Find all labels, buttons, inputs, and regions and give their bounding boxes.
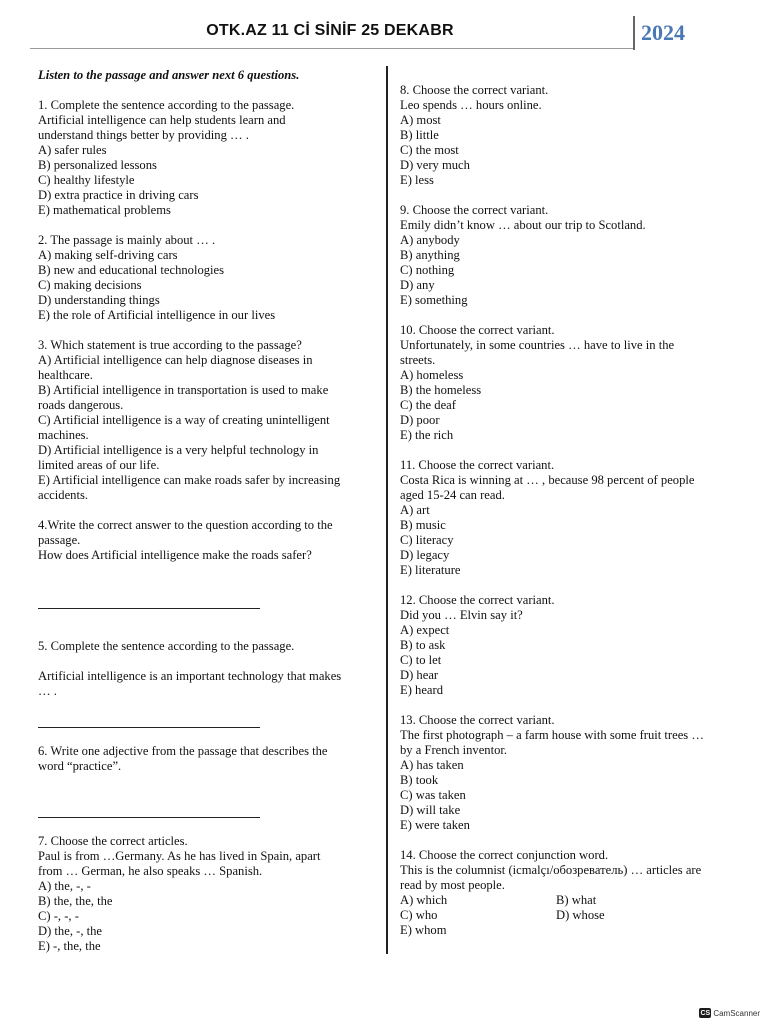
question-text: 6. Write one adjective from the passage that describes the <box>38 744 328 758</box>
option-c-cont: machines. <box>38 428 89 442</box>
option-a: A) most <box>400 113 441 127</box>
option-d: D) Artificial intelligence is a very helpful technology in <box>38 443 319 457</box>
option-e: E) Artificial intelligence can make roads safer by increasing <box>38 473 341 487</box>
option-a: A) homeless <box>400 368 464 382</box>
camscanner-logo-icon: CS <box>700 1009 711 1017</box>
page-header <box>30 14 740 50</box>
question-text: Emily didn’t know … about our trip to Scotland. <box>400 218 646 232</box>
option-c: C) making decisions <box>38 278 142 292</box>
answer-line-5[interactable] <box>38 727 260 728</box>
question-text: streets. <box>400 353 436 367</box>
question-text: 12. Choose the correct variant. <box>400 593 555 607</box>
question-5-body <box>38 669 374 699</box>
option-d: D) the, -, the <box>38 924 102 938</box>
question-1 <box>38 98 374 218</box>
option-b: B) took <box>400 773 439 787</box>
option-b: B) anything <box>400 248 460 262</box>
question-6 <box>38 744 374 774</box>
option-e-cont: accidents. <box>38 488 88 502</box>
option-c: C) -, -, - <box>38 909 79 923</box>
options-row <box>400 893 745 908</box>
option-e: E) the rich <box>400 428 454 442</box>
question-2 <box>38 233 374 323</box>
question-5 <box>38 639 374 654</box>
answer-line-6[interactable] <box>38 817 260 818</box>
option-c: C) the deaf <box>400 398 456 412</box>
camscanner-label: CamScanner <box>713 1008 760 1018</box>
header-rule <box>30 48 633 49</box>
question-text: 13. Choose the correct variant. <box>400 713 555 727</box>
option-b: B) the, the, the <box>38 894 113 908</box>
question-text: read by most people. <box>400 878 505 892</box>
option-a: A) safer rules <box>38 143 107 157</box>
question-text: 2. The passage is mainly about … . <box>38 233 216 247</box>
question-text: 8. Choose the correct variant. <box>400 83 549 97</box>
question-4 <box>38 518 374 563</box>
question-text: by a French inventor. <box>400 743 508 757</box>
option-c: C) who <box>400 908 438 922</box>
question-text: Costa Rica is winning at … , because 98 percent of people <box>400 473 695 487</box>
option-a: A) making self-driving cars <box>38 248 178 262</box>
question-11 <box>400 458 745 578</box>
question-text: 11. Choose the correct variant. <box>400 458 555 472</box>
option-d: D) poor <box>400 413 440 427</box>
question-text: 4.Write the correct answer to the question according to the <box>38 518 333 532</box>
option-e: E) something <box>400 293 468 307</box>
camscanner-watermark <box>699 1008 760 1018</box>
option-b: B) personalized lessons <box>38 158 157 172</box>
options-row <box>400 908 745 923</box>
question-text: 10. Choose the correct variant. <box>400 323 555 337</box>
question-text: Did you … Elvin say it? <box>400 608 523 622</box>
option-c: C) to let <box>400 653 442 667</box>
option-c: C) healthy lifestyle <box>38 173 135 187</box>
question-12 <box>400 593 745 698</box>
question-14 <box>400 848 745 938</box>
option-a: A) which <box>400 893 448 907</box>
question-text: 7. Choose the correct articles. <box>38 834 188 848</box>
option-d: D) extra practice in driving cars <box>38 188 199 202</box>
option-d: D) legacy <box>400 548 450 562</box>
option-e: E) whom <box>400 923 447 937</box>
question-text: … . <box>38 684 57 698</box>
option-c: C) was taken <box>400 788 466 802</box>
option-c: C) nothing <box>400 263 455 277</box>
header-year: 2024 <box>641 20 685 45</box>
option-e: E) -, the, the <box>38 939 101 953</box>
question-text: Unfortunately, in some countries … have to live in the <box>400 338 675 352</box>
option-c: C) Artificial intelligence is a way of creating unintelligent <box>38 413 330 427</box>
option-b: B) Artificial intelligence in transportation is used to make <box>38 383 329 397</box>
question-13 <box>400 713 745 833</box>
option-a: A) has taken <box>400 758 464 772</box>
option-d: D) hear <box>400 668 439 682</box>
question-text: 14. Choose the correct conjunction word. <box>400 848 609 862</box>
question-text: word “practice”. <box>38 759 122 773</box>
question-text: The first photograph – a farm house with some fruit trees … <box>400 728 704 742</box>
question-text: How does Artificial intelligence make the roads safer? <box>38 548 312 562</box>
option-e: E) mathematical problems <box>38 203 171 217</box>
option-b: B) the homeless <box>400 383 482 397</box>
question-text: Leo spends … hours online. <box>400 98 542 112</box>
option-b: B) music <box>400 518 446 532</box>
option-a-cont: healthcare. <box>38 368 93 382</box>
option-a: A) Artificial intelligence can help diagnose diseases in <box>38 353 313 367</box>
option-b: B) little <box>400 128 439 142</box>
question-text: 3. Which statement is true according to the passage? <box>38 338 302 352</box>
question-text: aged 15-24 can read. <box>400 488 505 502</box>
option-d: D) any <box>400 278 435 292</box>
question-text: from … German, he also speaks … Spanish. <box>38 864 263 878</box>
option-d: D) will take <box>400 803 461 817</box>
question-9 <box>400 203 745 308</box>
option-e: E) heard <box>400 683 444 697</box>
answer-line-4[interactable] <box>38 608 260 609</box>
question-8 <box>400 83 745 188</box>
question-3 <box>38 338 374 503</box>
question-10 <box>400 323 745 443</box>
column-divider <box>386 66 388 954</box>
question-text: 9. Choose the correct variant. <box>400 203 549 217</box>
option-e: E) were taken <box>400 818 470 832</box>
option-b: B) new and educational technologies <box>38 263 225 277</box>
option-e: E) literature <box>400 563 461 577</box>
page-title: OTK.AZ 11 Cİ SİNİF 25 DEKABR <box>206 22 454 39</box>
question-text: Artificial intelligence can help students learn and <box>38 113 286 127</box>
question-text: Paul is from …Germany. As he has lived in Spain, apart <box>38 849 321 863</box>
option-e: E) less <box>400 173 434 187</box>
question-text: 1. Complete the sentence according to the passage. <box>38 98 295 112</box>
question-text: 5. Complete the sentence according to the passage. <box>38 639 295 653</box>
option-d: D) very much <box>400 158 470 172</box>
question-text: Artificial intelligence is an important technology that makes <box>38 669 342 683</box>
option-b-cont: roads dangerous. <box>38 398 124 412</box>
question-text: This is the columnist (icmalçı/обозреватель) … articles are <box>400 863 702 877</box>
option-d: D) understanding things <box>38 293 160 307</box>
header-divider <box>633 16 635 50</box>
option-a: A) art <box>400 503 430 517</box>
option-d: D) whose <box>556 908 605 922</box>
option-b: B) to ask <box>400 638 446 652</box>
option-b: B) what <box>556 893 597 907</box>
option-d-cont: limited areas of our life. <box>38 458 160 472</box>
option-e: E) the role of Artificial intelligence in our lives <box>38 308 276 322</box>
intro-instruction: Listen to the passage and answer next 6 questions. <box>38 68 300 82</box>
question-text: understand things better by providing … . <box>38 128 249 142</box>
question-7 <box>38 834 374 954</box>
option-a: A) expect <box>400 623 450 637</box>
option-a: A) anybody <box>400 233 460 247</box>
option-c: C) the most <box>400 143 459 157</box>
question-text: passage. <box>38 533 81 547</box>
option-a: A) the, -, - <box>38 879 91 893</box>
option-c: C) literacy <box>400 533 454 547</box>
